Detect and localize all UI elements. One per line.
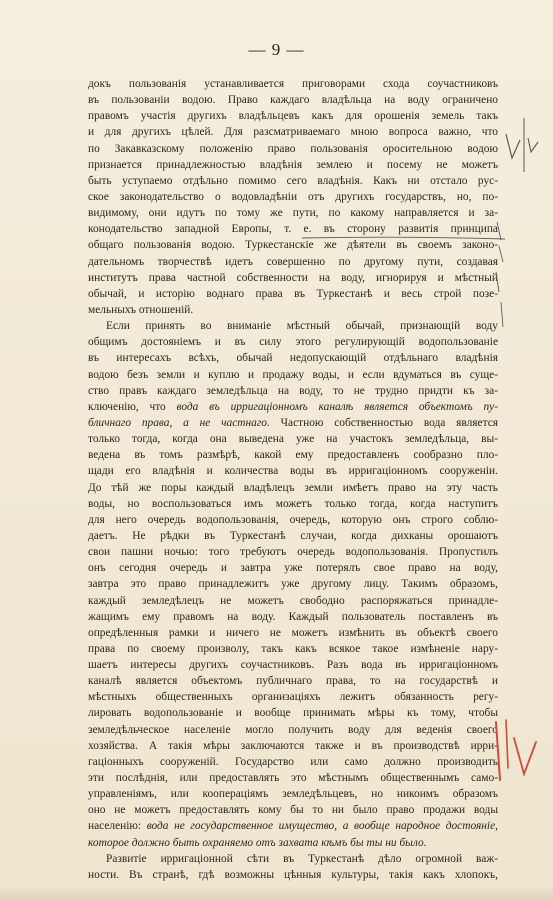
text-span: для него очередь водопользованія, очередь, которую онъ строго соблю- [88, 513, 498, 526]
text-span: мѣстныхъ общественныхъ организаціяхъ лежитъ обязанность регу- [88, 691, 498, 704]
body-text [88, 76, 498, 883]
text-line [88, 818, 498, 834]
text-span: признается принадлежностью владѣнія землею и посему не можетъ [88, 158, 498, 171]
text-span: только тогда, когда она выведена уже на участокъ земледѣльца, вы- [88, 433, 498, 446]
text-line [88, 157, 498, 173]
text-line [88, 415, 498, 431]
text-span: видимому, они идутъ по тому же пути, по какому направляется и за- [88, 207, 498, 220]
text-line [88, 92, 498, 108]
pencil-check-mark [500, 112, 550, 192]
italic-span: вода не государственное имущество, а вообще народное достояніе, [146, 820, 498, 833]
text-line [88, 738, 498, 754]
text-line [88, 770, 498, 786]
text-line [88, 141, 498, 157]
text-span: населенію: [88, 820, 147, 833]
italic-span: вода въ ирригаціонномъ каналѣ является объектомъ пу- [176, 400, 498, 413]
text-line [88, 512, 498, 528]
text-span: ство правъ каждаго земледѣльца на воду, то не трудно придти къ за- [88, 384, 498, 397]
text-span: До тѣй же поры каждый владѣлецъ земли имѣетъ право на эту часть [88, 481, 498, 494]
text-line [88, 641, 498, 657]
text-span: въ интересахъ всѣхъ, обычай недопускающій отдѣльнаго владѣнія [88, 352, 498, 365]
text-span: опредѣленныя рамки и ничего не можетъ измѣнить въ объектѣ своего [88, 626, 498, 639]
text-line [88, 205, 498, 221]
text-span: общаго пользованія водою. Туркестанскіе же дѣятели въ своемъ законо- [88, 239, 498, 252]
text-line [88, 447, 498, 463]
text-line [88, 593, 498, 609]
text-span: быть уступаемо отдѣльно помимо сего владѣнія. Какъ ни отстало рус- [88, 174, 498, 187]
text-span: ское законодательство о водовладѣніи отъ другихъ государствъ, но, по- [88, 190, 498, 203]
text-span: каждый земледѣлецъ не можетъ свободно распоряжаться принадле- [88, 594, 498, 607]
text-span: щади его владѣнія и количества воды въ ирригаціонномъ сооруженіи. [88, 465, 498, 478]
text-line [88, 754, 498, 770]
text-span: Если принять во вниманіе мѣстный обычай, признающій воду [106, 320, 498, 333]
text-line [88, 657, 498, 673]
text-line [88, 334, 498, 350]
text-span: докъ пользованія устанавливается приговорами схода соучастниковъ [88, 78, 498, 90]
text-line [88, 270, 498, 286]
text-span: свои пашни ночью: того требуютъ очередь водопользованія. Пропустилъ [88, 546, 498, 559]
text-line [88, 544, 498, 560]
text-line [88, 609, 498, 625]
text-line [88, 867, 498, 883]
text-line [88, 350, 498, 366]
text-span: Частною собственностью вода является [269, 416, 498, 429]
text-span: конодательство западной Европы, т. е. въ сторону развитія принципа [88, 223, 498, 236]
text-line [88, 576, 498, 592]
text-span: правомъ участія другихъ владѣльцевъ какъ для орошенія земель такъ [88, 110, 498, 123]
text-line [88, 124, 498, 140]
text-line [88, 802, 498, 818]
text-span: дательномъ творчествѣ идетъ совершенно по другому пути, создавая [88, 255, 498, 268]
text-line [88, 528, 498, 544]
text-line [88, 383, 498, 399]
italic-span: бличнаго права, а не частнаго. [88, 416, 270, 429]
page-edge-shadow [0, 886, 553, 900]
text-span: лировать водопользованіе и вообще принимать мѣры къ тому, чтобы [88, 707, 498, 720]
text-span: общимъ достояніемъ и въ силу этого регулирующій водопользованіе [88, 336, 498, 349]
text-span: завтра это право принадлежитъ уже другому лицу. Такимъ образомъ, [88, 578, 498, 591]
italic-span: которое должно быть охраняемо отъ захвата кѣмъ бы ты ни было. [88, 836, 427, 849]
text-span: обычай, и исторію воднаго права въ Туркестанѣ и весь строй позе- [88, 287, 498, 300]
text-line [88, 722, 498, 738]
text-line [88, 480, 498, 496]
page-number: — 9 — [248, 40, 305, 59]
text-span: и для другихъ цѣлей. Для разсматриваемаго мною вопроса важно, что [88, 126, 498, 139]
text-span: шаетъ интересы другихъ соучастниковъ. Разъ вода въ ирригаціонномъ [88, 659, 498, 672]
text-line [88, 237, 498, 253]
text-line [88, 189, 498, 205]
text-line [88, 286, 498, 302]
text-line [88, 463, 498, 479]
text-span: водою безъ земли и куплю и продажу воды, и если вдуматься въ суще- [88, 368, 498, 381]
text-span: воды, но воспользоваться имъ можетъ только тогда, когда наступитъ [88, 497, 498, 510]
text-span: управленіямъ, или кооперацiямъ земледѣльцевъ, но никоимъ образомъ [88, 788, 498, 801]
text-line [88, 254, 498, 270]
text-span: оно не можетъ предоставлять кому бы то ни было право продажи воды [88, 804, 498, 817]
text-span: ведена въ томъ размѣрѣ, какой ему предоставленъ сообразно пло- [88, 449, 498, 462]
text-span: институтъ права частной собственности на воду, игнорируя и мѣстный [88, 271, 498, 284]
text-line [88, 496, 498, 512]
text-span: Развитіе ирригаціонной сѣти въ Туркестанѣ дѣло огромной важ- [106, 852, 498, 865]
text-span: жащимъ ему правомъ на воду. Каждый пользователь поставленъ въ [88, 610, 498, 623]
text-span: ключенію, что [88, 400, 177, 413]
text-span: эти послѣднія, или предоставлять это мѣстнымъ общественнымъ само- [88, 772, 498, 785]
text-span: въ пользованіи водою. Право каждаго владѣльца на воду ограничено [88, 94, 498, 107]
text-line [88, 835, 498, 851]
text-line [88, 76, 498, 92]
text-line [88, 318, 498, 334]
text-span: земледѣльческое населеніе могло получить воду для веденія своего [88, 723, 498, 736]
text-line [88, 431, 498, 447]
text-line [88, 673, 498, 689]
text-line [88, 399, 498, 415]
text-line [88, 786, 498, 802]
text-line [88, 108, 498, 124]
text-line [88, 221, 498, 237]
text-span: даетъ. Не рѣдки въ Туркестанѣ случаи, когда дихканы орошаютъ [88, 529, 498, 542]
text-span: по Закавказскому положенію право пользованія оросительною водою [88, 142, 498, 155]
text-line [88, 689, 498, 705]
text-line [88, 625, 498, 641]
text-line [88, 367, 498, 383]
text-line [88, 560, 498, 576]
text-line [88, 302, 498, 318]
red-pencil-mark [490, 718, 550, 788]
text-span: каналѣ является объектомъ публичнаго права, то на государствѣ и [88, 675, 498, 688]
text-span: права по своему произволу, такъ какъ всякое такое измѣненіе нару- [88, 642, 498, 655]
text-line [88, 173, 498, 189]
text-span: мельныхъ отношеній. [88, 303, 194, 316]
text-span: онъ сегодня очередь и завтра уже потерялъ свое право на воду, [88, 562, 498, 575]
text-line [88, 705, 498, 721]
text-span: гаціонныхъ сооруженій. Государство или само должно производить [88, 755, 498, 768]
text-span: хозяйства. А такія мѣры заключаются также и въ производствѣ ирри- [88, 739, 498, 752]
text-line [88, 851, 498, 867]
text-span: ности. Въ странѣ, гдѣ возможны цѣнныя культуры, такія какъ хлопокъ, [88, 868, 498, 881]
